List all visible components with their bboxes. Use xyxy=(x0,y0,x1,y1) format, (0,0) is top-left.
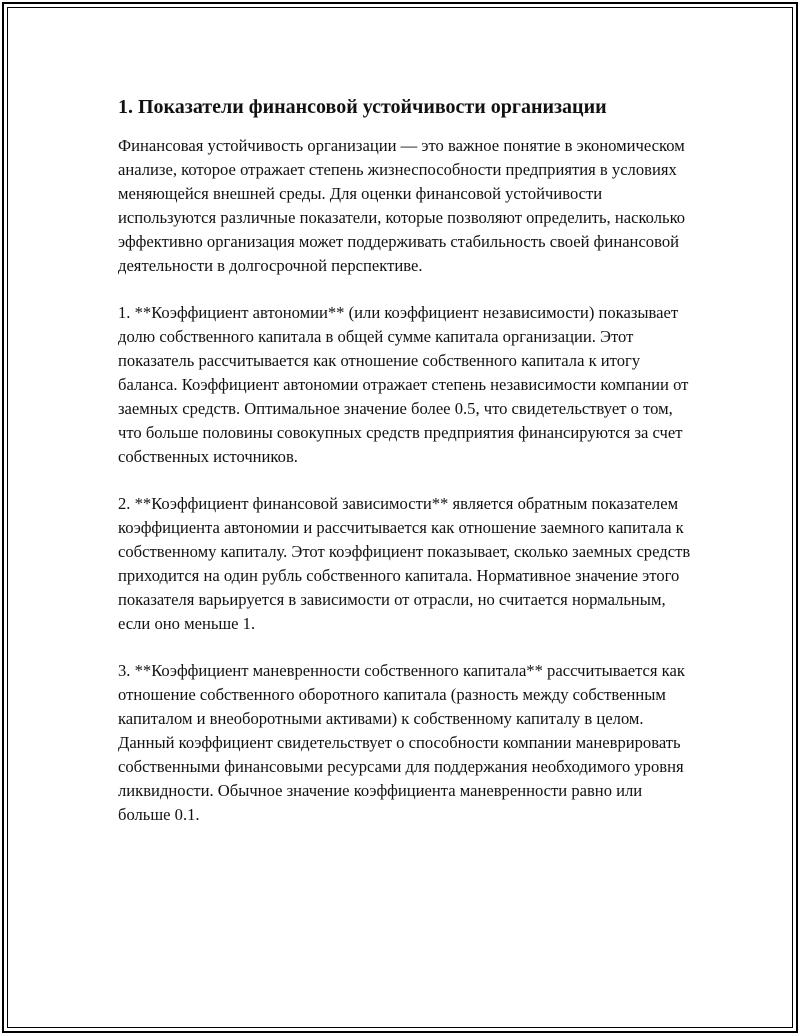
intro-paragraph: Финансовая устойчивость организации — это важное понятие в экономическом анализе, которое отражает степень жизнеспособности предприятия в условиях меняющейся внешней среды. Для оценки финансовой устойчивости используются различные показатели, которые позволяют определить, насколько эффективно организация может поддерживать стабильность своей финансовой деятельности в долгосрочной перспективе. xyxy=(118,136,686,275)
financial-dependence-paragraph: 2. **Коэффициент финансовой зависимости** является обратным показателем коэффициента автономии и рассчитывается как отношение заемного капитала к собственному капиталу. Этот коэффициент показывает, сколько заемных средств приходится на один рубль собственного капитала. Нормативное значение этого показателя варьируется в зависимости от отрасли, но считается нормальным, если оно меньше 1. xyxy=(118,494,691,633)
document-body xyxy=(118,92,698,827)
autonomy-ratio-paragraph: 1. **Коэффициент автономии** (или коэффициент независимости) показывает долю собственного капитала в общей сумме капитала организации. Этот показатель рассчитывается как отношение собственного капитала к итогу баланса. Коэффициент автономии отражает степень независимости компании от заемных средств. Оптимальное значение более 0.5, что свидетельствует о том, что больше половины совокупных средств предприятия финансируются за счет собственных источников. xyxy=(118,303,689,466)
section-title: 1. Показатели финансовой устойчивости организации xyxy=(118,96,607,118)
equity-maneuverability-paragraph: 3. **Коэффициент маневренности собственного капитала** рассчитывается как отношение собственного оборотного капитала (разность между собственным капиталом и внеоборотными активами) к собственному капиталу в целом. Данный коэффициент свидетельствует о способности компании маневрировать собственными финансовыми ресурсами для поддержания необходимого уровня ликвидности. Обычное значение коэффициента маневренности равно или больше 0.1. xyxy=(118,661,685,824)
